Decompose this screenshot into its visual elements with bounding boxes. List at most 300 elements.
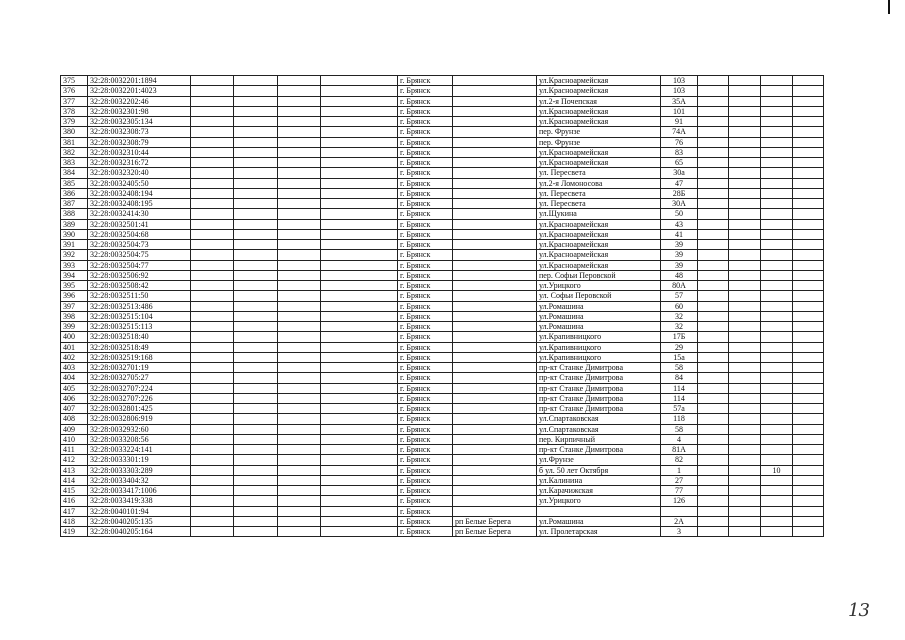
- cell-extra: [761, 527, 793, 537]
- cell-b6: [729, 363, 761, 373]
- cell-cadastral: 32:28:0032932:60: [88, 424, 191, 434]
- cell-b4: [321, 424, 398, 434]
- cell-num: 401: [61, 342, 88, 352]
- cell-b7: [793, 363, 824, 373]
- cell-b5: [698, 322, 729, 332]
- cell-num: 392: [61, 250, 88, 260]
- cell-b7: [793, 373, 824, 383]
- cell-b5: [698, 352, 729, 362]
- cell-house: 114: [661, 383, 698, 393]
- cell-b4: [321, 137, 398, 147]
- cell-b3: [278, 219, 321, 229]
- cell-house: 50: [661, 209, 698, 219]
- cell-b2: [234, 322, 278, 332]
- table-row: [61, 219, 824, 229]
- cell-cadastral: 32:28:0040205:135: [88, 516, 191, 526]
- cell-street: ул.Ромашина: [537, 516, 661, 526]
- cell-num: 397: [61, 301, 88, 311]
- cell-b4: [321, 332, 398, 342]
- cell-b7: [793, 168, 824, 178]
- cell-street: б ул. 50 лет Октября: [537, 465, 661, 475]
- cell-b4: [321, 158, 398, 168]
- cell-b7: [793, 137, 824, 147]
- cell-house: 47: [661, 178, 698, 188]
- cell-b3: [278, 383, 321, 393]
- cell-street: ул.Красноармейская: [537, 106, 661, 116]
- cell-extra: 10: [761, 465, 793, 475]
- cell-settlement: [453, 229, 537, 239]
- cell-num: 376: [61, 86, 88, 96]
- cell-b1: [191, 434, 234, 444]
- table-row: [61, 281, 824, 291]
- cell-b1: [191, 424, 234, 434]
- cell-b6: [729, 158, 761, 168]
- cell-b5: [698, 393, 729, 403]
- cell-house: 2А: [661, 516, 698, 526]
- table-row: [61, 516, 824, 526]
- cell-extra: [761, 496, 793, 506]
- cell-b2: [234, 76, 278, 86]
- cell-street: пр-кт Станке Димитрова: [537, 393, 661, 403]
- cell-extra: [761, 209, 793, 219]
- cell-settlement: [453, 137, 537, 147]
- cell-b7: [793, 393, 824, 403]
- cell-num: 393: [61, 260, 88, 270]
- cell-extra: [761, 404, 793, 414]
- cell-city: г. Брянск: [398, 496, 453, 506]
- cell-num: 406: [61, 393, 88, 403]
- cell-city: г. Брянск: [398, 486, 453, 496]
- cell-b3: [278, 250, 321, 260]
- cell-b5: [698, 445, 729, 455]
- cell-city: г. Брянск: [398, 117, 453, 127]
- cell-settlement: [453, 404, 537, 414]
- cell-house: 48: [661, 270, 698, 280]
- cell-settlement: [453, 363, 537, 373]
- cell-b6: [729, 137, 761, 147]
- cell-b2: [234, 393, 278, 403]
- cell-b4: [321, 86, 398, 96]
- cell-cadastral: 32:28:0032515:104: [88, 311, 191, 321]
- cell-settlement: [453, 424, 537, 434]
- cell-num: 389: [61, 219, 88, 229]
- cell-settlement: [453, 393, 537, 403]
- cell-b3: [278, 393, 321, 403]
- table-row: [61, 270, 824, 280]
- cell-b5: [698, 332, 729, 342]
- cell-street: ул. Софьи Перовской: [537, 291, 661, 301]
- cell-b2: [234, 168, 278, 178]
- cell-b4: [321, 291, 398, 301]
- cell-b3: [278, 475, 321, 485]
- cell-b2: [234, 106, 278, 116]
- cell-street: пр-кт Станке Димитрова: [537, 373, 661, 383]
- cell-b6: [729, 209, 761, 219]
- table-row: [61, 342, 824, 352]
- cell-b7: [793, 311, 824, 321]
- cell-city: г. Брянск: [398, 373, 453, 383]
- cell-b1: [191, 342, 234, 352]
- cell-b2: [234, 178, 278, 188]
- cell-b1: [191, 76, 234, 86]
- cell-house: 4: [661, 434, 698, 444]
- cell-b7: [793, 270, 824, 280]
- cell-b2: [234, 527, 278, 537]
- cell-street: ул.Ромашина: [537, 322, 661, 332]
- table-row: [61, 424, 824, 434]
- cell-b3: [278, 86, 321, 96]
- cell-b4: [321, 178, 398, 188]
- table-row: [61, 76, 824, 86]
- cell-b7: [793, 455, 824, 465]
- scan-edge-mark: [888, 0, 890, 14]
- cell-b1: [191, 147, 234, 157]
- cell-num: 387: [61, 199, 88, 209]
- cell-house: 30А: [661, 199, 698, 209]
- cell-house: 32: [661, 311, 698, 321]
- cell-city: г. Брянск: [398, 527, 453, 537]
- cell-num: 409: [61, 424, 88, 434]
- cell-house: 65: [661, 158, 698, 168]
- cell-cadastral: 32:28:0032504:77: [88, 260, 191, 270]
- cell-b7: [793, 117, 824, 127]
- cell-cadastral: 32:28:0032515:113: [88, 322, 191, 332]
- cell-b2: [234, 404, 278, 414]
- cell-b1: [191, 332, 234, 342]
- cell-num: 394: [61, 270, 88, 280]
- cell-num: 407: [61, 404, 88, 414]
- cell-city: г. Брянск: [398, 158, 453, 168]
- cell-b4: [321, 527, 398, 537]
- cell-extra: [761, 424, 793, 434]
- cell-b4: [321, 311, 398, 321]
- cell-city: г. Брянск: [398, 281, 453, 291]
- cell-num: 402: [61, 352, 88, 362]
- cell-b6: [729, 424, 761, 434]
- cell-b4: [321, 281, 398, 291]
- cell-street: ул.Красноармейская: [537, 158, 661, 168]
- cell-b7: [793, 209, 824, 219]
- cell-city: г. Брянск: [398, 86, 453, 96]
- cell-extra: [761, 168, 793, 178]
- cell-cadastral: 32:28:0033417:1006: [88, 486, 191, 496]
- cell-num: 416: [61, 496, 88, 506]
- cell-settlement: [453, 301, 537, 311]
- cell-city: г. Брянск: [398, 137, 453, 147]
- cell-b1: [191, 475, 234, 485]
- cell-b1: [191, 270, 234, 280]
- cell-b4: [321, 363, 398, 373]
- cell-house: 39: [661, 250, 698, 260]
- cell-b3: [278, 455, 321, 465]
- cell-b3: [278, 445, 321, 455]
- cell-b7: [793, 322, 824, 332]
- cell-b5: [698, 137, 729, 147]
- cell-b5: [698, 76, 729, 86]
- cell-b5: [698, 260, 729, 270]
- cell-street: ул.2-я Почепская: [537, 96, 661, 106]
- cell-b5: [698, 240, 729, 250]
- cell-num: 419: [61, 527, 88, 537]
- cell-house: 84: [661, 373, 698, 383]
- table-row: [61, 434, 824, 444]
- cell-b1: [191, 311, 234, 321]
- cell-settlement: [453, 106, 537, 116]
- cell-street: ул.Урицкого: [537, 496, 661, 506]
- cell-b2: [234, 486, 278, 496]
- cell-settlement: [453, 434, 537, 444]
- table-row: [61, 465, 824, 475]
- cell-b3: [278, 127, 321, 137]
- cell-street: ул.Фрунзе: [537, 455, 661, 465]
- cell-b3: [278, 106, 321, 116]
- cell-extra: [761, 240, 793, 250]
- cell-cadastral: 32:28:0032405:50: [88, 178, 191, 188]
- cell-city: г. Брянск: [398, 322, 453, 332]
- cell-b3: [278, 465, 321, 475]
- cell-city: г. Брянск: [398, 240, 453, 250]
- cell-b3: [278, 424, 321, 434]
- cell-b6: [729, 76, 761, 86]
- cell-b5: [698, 281, 729, 291]
- table-row: [61, 117, 824, 127]
- cell-b4: [321, 127, 398, 137]
- cell-house: 39: [661, 240, 698, 250]
- cell-b4: [321, 199, 398, 209]
- cell-b1: [191, 404, 234, 414]
- cell-b2: [234, 86, 278, 96]
- cell-street: ул.Калинина: [537, 475, 661, 485]
- cell-b5: [698, 383, 729, 393]
- cell-b2: [234, 434, 278, 444]
- cell-b1: [191, 496, 234, 506]
- cell-b5: [698, 455, 729, 465]
- cell-b1: [191, 158, 234, 168]
- cell-city: г. Брянск: [398, 516, 453, 526]
- cell-b3: [278, 506, 321, 516]
- cell-street: ул. Пересвета: [537, 168, 661, 178]
- cell-b4: [321, 434, 398, 444]
- cell-b3: [278, 404, 321, 414]
- cell-b3: [278, 486, 321, 496]
- cell-num: 405: [61, 383, 88, 393]
- cell-city: г. Брянск: [398, 352, 453, 362]
- cell-settlement: [453, 506, 537, 516]
- cell-b5: [698, 219, 729, 229]
- cell-b5: [698, 178, 729, 188]
- cell-cadastral: 32:28:0032310:44: [88, 147, 191, 157]
- cell-house: 74А: [661, 127, 698, 137]
- cell-settlement: [453, 199, 537, 209]
- cell-extra: [761, 219, 793, 229]
- cell-extra: [761, 188, 793, 198]
- cell-b7: [793, 404, 824, 414]
- cell-b6: [729, 322, 761, 332]
- cell-house: 60: [661, 301, 698, 311]
- cell-b1: [191, 322, 234, 332]
- table-row: [61, 486, 824, 496]
- cell-b3: [278, 363, 321, 373]
- cell-city: г. Брянск: [398, 404, 453, 414]
- cell-cadastral: 32:28:0032707:224: [88, 383, 191, 393]
- cell-b2: [234, 209, 278, 219]
- cell-b6: [729, 168, 761, 178]
- cell-b5: [698, 229, 729, 239]
- cell-house: 103: [661, 86, 698, 96]
- cell-b4: [321, 250, 398, 260]
- cell-b4: [321, 516, 398, 526]
- cell-b4: [321, 486, 398, 496]
- cell-cadastral: 32:28:0033303:289: [88, 465, 191, 475]
- cell-b4: [321, 96, 398, 106]
- cell-city: г. Брянск: [398, 291, 453, 301]
- cell-b5: [698, 465, 729, 475]
- cell-city: г. Брянск: [398, 332, 453, 342]
- cell-b3: [278, 158, 321, 168]
- cell-street: ул. Пролетарская: [537, 527, 661, 537]
- table-row: [61, 127, 824, 137]
- cell-b6: [729, 250, 761, 260]
- cell-street: пер. Кирпичный: [537, 434, 661, 444]
- cell-street: ул.Красноармейская: [537, 240, 661, 250]
- cell-b5: [698, 117, 729, 127]
- cell-extra: [761, 86, 793, 96]
- cell-cadastral: 32:28:0032202:46: [88, 96, 191, 106]
- cell-extra: [761, 486, 793, 496]
- cell-city: г. Брянск: [398, 363, 453, 373]
- table-row: [61, 475, 824, 485]
- cell-b5: [698, 527, 729, 537]
- cell-house: 103: [661, 76, 698, 86]
- cell-city: г. Брянск: [398, 260, 453, 270]
- cell-b2: [234, 352, 278, 362]
- table-row: [61, 301, 824, 311]
- cell-cadastral: 32:28:0032504:73: [88, 240, 191, 250]
- cell-settlement: [453, 76, 537, 86]
- cell-b1: [191, 127, 234, 137]
- cell-b1: [191, 486, 234, 496]
- table-row: [61, 96, 824, 106]
- table-row: [61, 229, 824, 239]
- cell-street: ул.2-я Ломоносова: [537, 178, 661, 188]
- cell-num: 395: [61, 281, 88, 291]
- cell-b6: [729, 270, 761, 280]
- cell-cadastral: 32:28:0032408:195: [88, 199, 191, 209]
- cell-extra: [761, 260, 793, 270]
- cell-b6: [729, 383, 761, 393]
- cell-settlement: [453, 332, 537, 342]
- cell-b2: [234, 147, 278, 157]
- cell-house: 101: [661, 106, 698, 116]
- cell-num: 388: [61, 209, 88, 219]
- cell-extra: [761, 342, 793, 352]
- cell-house: 58: [661, 363, 698, 373]
- cell-settlement: рп Белые Берега: [453, 516, 537, 526]
- table-row: [61, 363, 824, 373]
- cell-b7: [793, 465, 824, 475]
- cell-street: пр-кт Станке Димитрова: [537, 383, 661, 393]
- cell-settlement: [453, 147, 537, 157]
- cell-cadastral: 32:28:0033301:19: [88, 455, 191, 465]
- cell-b7: [793, 240, 824, 250]
- cell-b1: [191, 393, 234, 403]
- cell-b5: [698, 158, 729, 168]
- cell-city: г. Брянск: [398, 178, 453, 188]
- cell-street: пер. Фрунзе: [537, 127, 661, 137]
- cell-cadastral: 32:28:0032801:425: [88, 404, 191, 414]
- cell-b6: [729, 311, 761, 321]
- cell-house: 29: [661, 342, 698, 352]
- cell-house: 32: [661, 322, 698, 332]
- cell-city: г. Брянск: [398, 209, 453, 219]
- cell-cadastral: 32:28:0032308:79: [88, 137, 191, 147]
- cell-extra: [761, 516, 793, 526]
- cell-cadastral: 32:28:0032316:72: [88, 158, 191, 168]
- cell-city: г. Брянск: [398, 270, 453, 280]
- cell-b6: [729, 96, 761, 106]
- cell-b3: [278, 168, 321, 178]
- cell-settlement: [453, 281, 537, 291]
- cell-b1: [191, 352, 234, 362]
- cell-city: г. Брянск: [398, 414, 453, 424]
- table-row: [61, 240, 824, 250]
- table-row: [61, 137, 824, 147]
- cell-b7: [793, 199, 824, 209]
- cell-b2: [234, 199, 278, 209]
- cell-b6: [729, 291, 761, 301]
- cell-settlement: [453, 178, 537, 188]
- cell-b6: [729, 199, 761, 209]
- cell-b6: [729, 414, 761, 424]
- cell-b3: [278, 260, 321, 270]
- cell-city: г. Брянск: [398, 96, 453, 106]
- cell-b2: [234, 414, 278, 424]
- cell-street: ул.Крапивницкого: [537, 352, 661, 362]
- cell-extra: [761, 455, 793, 465]
- cell-street: ул.Красноармейская: [537, 260, 661, 270]
- cell-cadastral: 32:28:0033224:141: [88, 445, 191, 455]
- cell-b7: [793, 96, 824, 106]
- cell-b7: [793, 414, 824, 424]
- cell-b6: [729, 219, 761, 229]
- table-body: [61, 76, 824, 537]
- cell-b1: [191, 168, 234, 178]
- cell-b3: [278, 352, 321, 362]
- cell-num: 380: [61, 127, 88, 137]
- cell-num: 404: [61, 373, 88, 383]
- cell-b7: [793, 516, 824, 526]
- table-row: [61, 373, 824, 383]
- cell-city: г. Брянск: [398, 434, 453, 444]
- cell-city: г. Брянск: [398, 147, 453, 157]
- cell-b2: [234, 516, 278, 526]
- cell-b7: [793, 106, 824, 116]
- cell-extra: [761, 106, 793, 116]
- cell-cadastral: 32:28:0032308:73: [88, 127, 191, 137]
- cell-b3: [278, 188, 321, 198]
- cell-settlement: [453, 291, 537, 301]
- cell-city: г. Брянск: [398, 188, 453, 198]
- cell-b6: [729, 229, 761, 239]
- cell-house: 58: [661, 424, 698, 434]
- cell-b7: [793, 383, 824, 393]
- cell-b1: [191, 188, 234, 198]
- cell-city: г. Брянск: [398, 342, 453, 352]
- cell-cadastral: 32:28:0032705:27: [88, 373, 191, 383]
- cell-num: 377: [61, 96, 88, 106]
- cell-extra: [761, 147, 793, 157]
- table-row: [61, 445, 824, 455]
